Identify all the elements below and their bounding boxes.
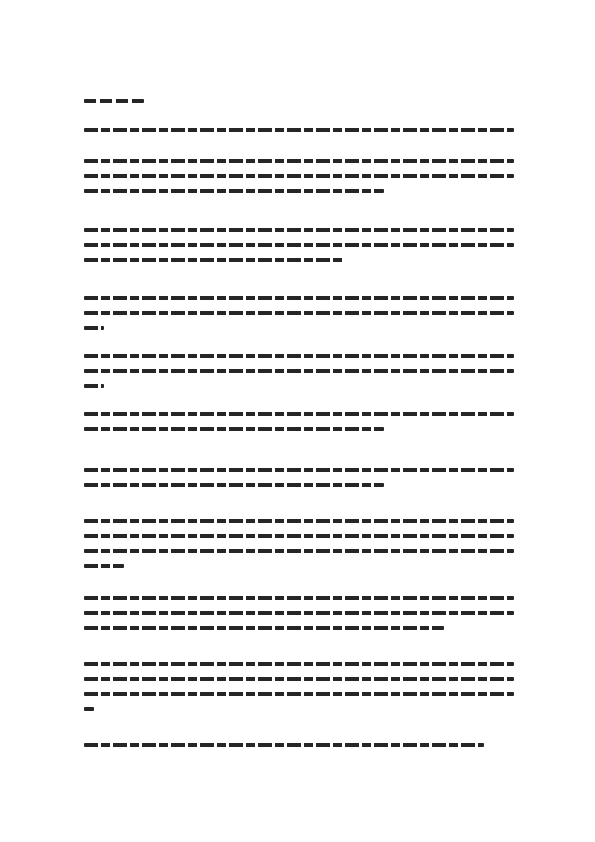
text-line — [84, 534, 514, 538]
text-line — [84, 228, 514, 232]
text-line — [84, 412, 514, 416]
text-line — [84, 159, 514, 163]
text-line — [84, 596, 514, 600]
text-line — [84, 243, 514, 247]
text-line — [84, 354, 514, 358]
text-line — [84, 483, 384, 487]
text-line — [84, 519, 514, 523]
text-line — [84, 564, 124, 568]
text-line — [84, 427, 384, 431]
text-line — [84, 128, 514, 132]
text-line — [84, 174, 514, 178]
heading-mark — [84, 99, 144, 103]
text-line — [84, 611, 514, 615]
text-line — [84, 743, 484, 747]
text-line — [84, 677, 514, 681]
text-line — [84, 326, 104, 330]
text-line — [84, 707, 94, 711]
text-line — [84, 311, 514, 315]
text-line — [84, 258, 344, 262]
text-line — [84, 296, 514, 300]
text-line — [84, 662, 514, 666]
text-line — [84, 626, 444, 630]
text-line — [84, 468, 514, 472]
text-line — [84, 384, 104, 388]
text-line — [84, 369, 514, 373]
text-line — [84, 549, 514, 553]
text-line — [84, 692, 514, 696]
text-line — [84, 189, 384, 193]
